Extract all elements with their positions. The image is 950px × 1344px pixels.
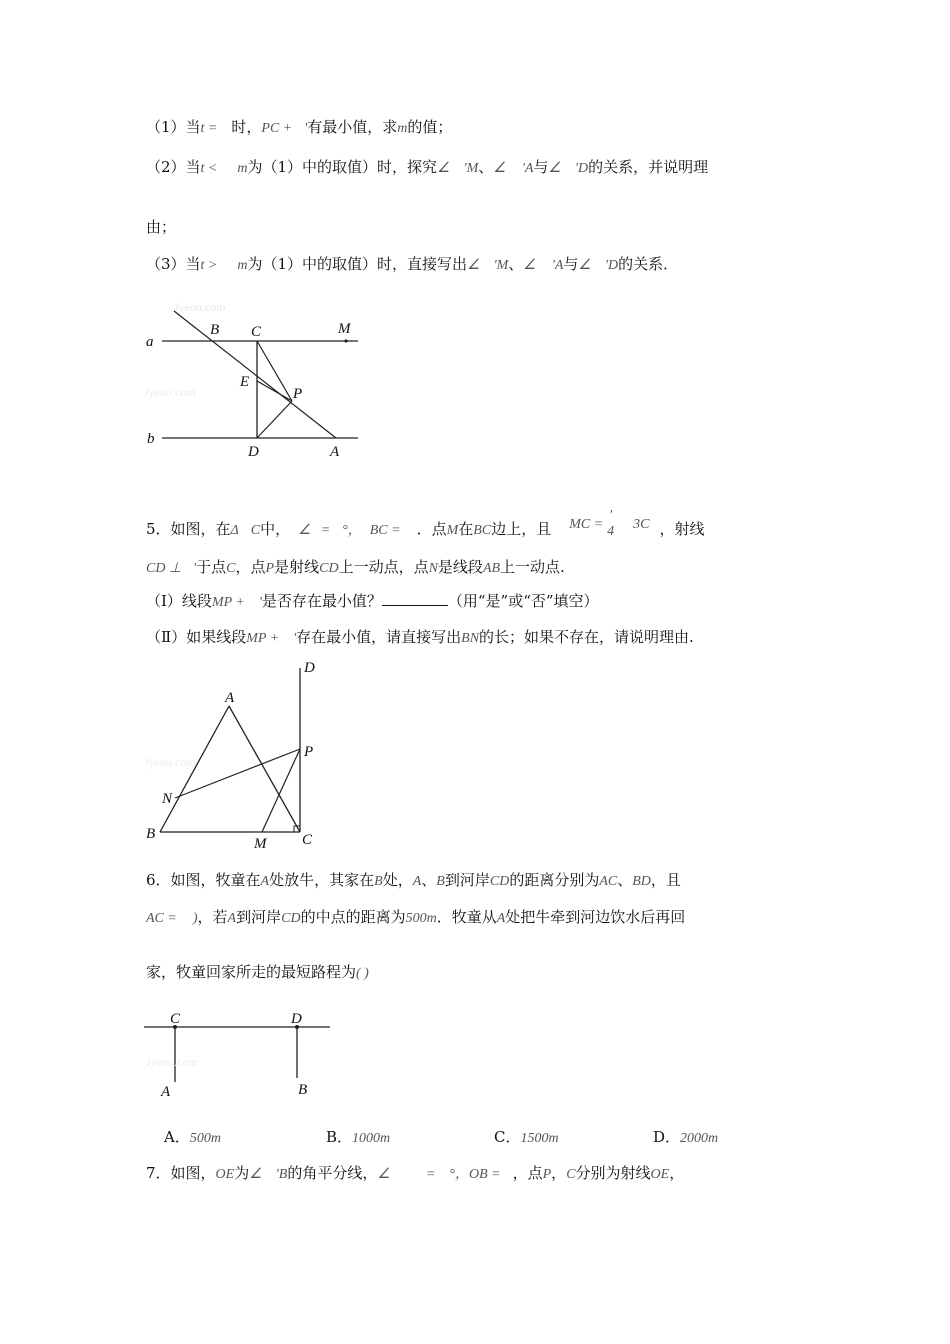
label-C: C xyxy=(251,324,262,340)
q4-figure xyxy=(140,300,370,470)
segment-ac xyxy=(229,706,300,832)
label-C: C xyxy=(302,832,313,848)
segment-cp xyxy=(257,341,292,401)
q5-line4: （Ⅱ）如果线段MP + '存在最小值，请直接写出BN的长；如果不存在，请说明理由. xyxy=(146,628,694,646)
label-D: D xyxy=(291,1011,302,1027)
label-A: A xyxy=(161,1084,171,1100)
q5-line1: 5．如图，在Δ C中， ∠ = °， BC = ．点M在BC边上，且 MC = ' 4 3C ，射线 xyxy=(146,508,705,539)
q7-line1: 7．如图，OE为∠ 'B的角平分线，∠ = °，OB = ，点P，C分别为射线OE， xyxy=(146,1164,685,1182)
label-P: P xyxy=(293,386,303,402)
answer-blank[interactable] xyxy=(382,591,448,606)
option-a[interactable]: A．500m xyxy=(164,1128,221,1146)
q4-part2: （2）当t < m为（1）中的取值）时，探究∠ 'M、∠ 'A与∠ 'D的关系，并说明理 xyxy=(146,158,709,176)
label-B: B xyxy=(210,322,220,338)
watermark: Jyeoo.com xyxy=(174,300,226,314)
label-B: B xyxy=(298,1082,308,1098)
label-B: B xyxy=(146,826,156,842)
label-D: D xyxy=(304,660,315,676)
label-P: P xyxy=(304,744,314,760)
label-A: A xyxy=(330,444,340,460)
segment-dp xyxy=(257,401,292,438)
label-C: C xyxy=(170,1011,181,1027)
watermark-text: Jyeoo.com xyxy=(144,755,196,769)
option-d[interactable]: D．2000m xyxy=(653,1128,719,1146)
q4-part3: （3）当t > m为（1）中的取值）时，直接写出∠ 'M、∠ 'A与∠ 'D的关系． xyxy=(146,255,679,273)
label-a: a xyxy=(146,334,154,350)
q6-line3: 家，牧童回家所走的最短路程为( ) xyxy=(146,963,369,981)
option-b[interactable]: B．1000m xyxy=(326,1128,391,1146)
q5-figure xyxy=(140,656,340,856)
q4-part2-cont: 由； xyxy=(146,218,177,236)
fraction: ' 4 xyxy=(607,508,615,539)
label-b: b xyxy=(147,431,155,447)
watermark-text: Jyeoo.com xyxy=(146,1055,198,1069)
point-m xyxy=(344,339,347,342)
label-E: E xyxy=(240,374,250,390)
q6-line2: AC = )，若A到河岸CD的中点的距离为500m．牧童从A处把牛牵到河边饮水后再回 xyxy=(146,908,686,926)
q6-line1: 6．如图，牧童在A处放牛，其家在B处，A、B到河岸CD的距离分别为AC、BD，且 xyxy=(146,871,681,889)
label-A: A xyxy=(225,690,235,706)
q5-line3: （Ⅰ）线段MP + '是否存在最小值？ （用“是”或“否”填空） xyxy=(146,592,599,610)
label-D: D xyxy=(248,444,259,460)
label-M: M xyxy=(254,836,267,852)
q5-line2: CD ⊥ '于点C，点P是射线CD上一动点，点N是线段AB上一动点. xyxy=(146,558,565,576)
q6-figure xyxy=(140,1008,340,1103)
q4-part1: （1）当t = 时，PC + '有最小值，求m的值； xyxy=(146,118,453,136)
label-N: N xyxy=(162,791,173,807)
label-M: M xyxy=(338,321,351,337)
option-c[interactable]: C．1500m xyxy=(494,1128,559,1146)
watermark-text: Jyeoo.com xyxy=(144,385,196,399)
segment-ab xyxy=(160,706,229,832)
